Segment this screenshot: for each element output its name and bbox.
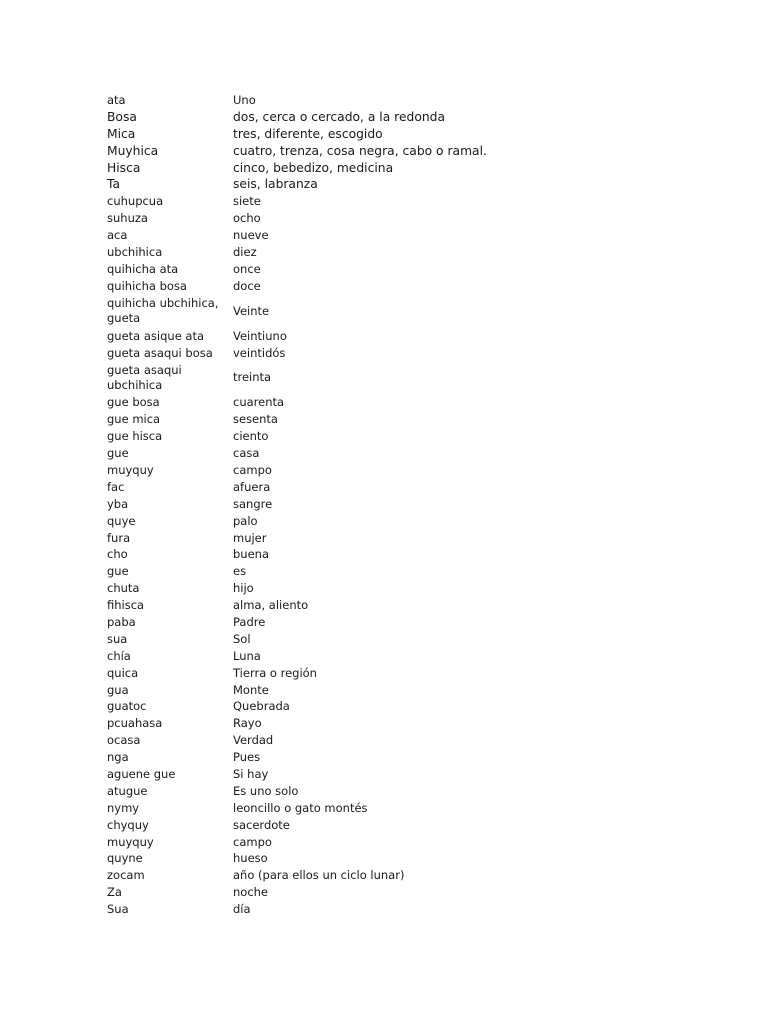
spanish-gloss: once [233, 261, 261, 276]
chibcha-term: chyquy [107, 817, 149, 832]
vocab-row [107, 193, 487, 210]
chibcha-term: Mica [107, 126, 136, 141]
vocab-row [107, 834, 487, 851]
spanish-gloss: dos, cerca o cercado, a la redonda [233, 109, 445, 124]
chibcha-term: gue [107, 564, 129, 579]
spanish-gloss: hueso [233, 851, 268, 866]
chibcha-term: quica [107, 665, 139, 680]
spanish-gloss: ocho [233, 211, 261, 226]
chibcha-term: yba [107, 496, 129, 511]
spanish-gloss: casa [233, 446, 260, 461]
chibcha-term: pcuahasa [107, 716, 163, 731]
vocab-row [107, 160, 487, 177]
spanish-gloss: Si hay [233, 767, 269, 781]
spanish-gloss: Sol [233, 631, 251, 646]
vocab-row [107, 901, 487, 918]
spanish-gloss: noche [233, 885, 269, 900]
spanish-gloss: tres, diferente, escogido [233, 126, 383, 141]
vocab-row [107, 513, 487, 530]
vocab-row [107, 345, 487, 362]
spanish-gloss: alma, aliento [233, 598, 309, 613]
spanish-gloss: Padre [233, 614, 266, 629]
vocab-row [107, 328, 487, 345]
chibcha-term: gue mica [107, 412, 161, 427]
chibcha-term: quyne [107, 851, 143, 866]
spanish-gloss: Uno [233, 92, 256, 107]
vocab-row [107, 682, 487, 699]
chibcha-term: quihicha ubchihica, gueta [107, 296, 219, 326]
chibcha-term: fihisca [107, 598, 145, 613]
spanish-gloss: nueve [233, 228, 269, 243]
chibcha-term: sua [107, 631, 128, 646]
vocab-row [107, 126, 487, 143]
spanish-gloss: ciento [233, 429, 269, 444]
spanish-gloss: mujer [233, 530, 267, 545]
spanish-gloss: hijo [233, 581, 254, 596]
spanish-gloss: Veintiuno [233, 328, 287, 343]
vocab-row [107, 563, 487, 580]
spanish-gloss: es [233, 564, 247, 579]
chibcha-term: Sua [107, 902, 129, 917]
vocab-row [107, 817, 487, 834]
chibcha-term: zocam [107, 868, 145, 883]
vocab-row [107, 783, 487, 800]
chibcha-term: fura [107, 530, 131, 545]
chibcha-term: aguene gue [107, 767, 176, 781]
vocab-row [107, 597, 487, 614]
chibcha-term: aca [107, 228, 128, 243]
vocab-row [107, 614, 487, 631]
spanish-gloss: cinco, bebedizo, medicina [233, 160, 394, 175]
chibcha-term: gua [107, 682, 129, 697]
chibcha-term: ubchihica [107, 244, 163, 259]
vocab-row [107, 851, 487, 868]
vocab-row [107, 411, 487, 428]
vocab-row [107, 766, 487, 783]
spanish-gloss: afuera [233, 479, 271, 494]
vocab-row [107, 699, 487, 716]
vocab-row [107, 665, 487, 682]
spanish-gloss: leoncillo o gato montés [233, 800, 368, 815]
spanish-gloss: palo [233, 513, 258, 528]
spanish-gloss: sangre [233, 496, 273, 511]
spanish-gloss: año (para ellos un ciclo lunar) [233, 868, 405, 883]
chibcha-term: quihicha bosa [107, 278, 187, 293]
spanish-gloss: doce [233, 278, 261, 293]
spanish-gloss: día [233, 902, 251, 917]
chibcha-term: chuta [107, 581, 140, 596]
spanish-gloss: Luna [233, 648, 261, 663]
vocab-row [107, 732, 487, 749]
vocab-row [107, 867, 487, 884]
vocab-row [107, 295, 487, 328]
chibcha-term: gue bosa [107, 395, 160, 410]
vocab-row [107, 227, 487, 244]
spanish-gloss: sacerdote [233, 817, 290, 832]
chibcha-term: Bosa [107, 109, 137, 124]
chibcha-term: gueta asique ata [107, 328, 205, 343]
chibcha-term: gue hisca [107, 429, 163, 444]
vocabulary-table [107, 92, 487, 918]
chibcha-term: gue [107, 446, 129, 461]
chibcha-term: paba [107, 614, 136, 629]
spanish-gloss: Tierra o región [233, 665, 317, 680]
vocab-row [107, 244, 487, 261]
vocab-row [107, 445, 487, 462]
spanish-gloss: Pues [233, 750, 261, 765]
vocab-row [107, 530, 487, 547]
spanish-gloss: Monte [233, 682, 269, 697]
spanish-gloss: Es uno solo [233, 783, 299, 798]
chibcha-term: Za [107, 885, 122, 900]
chibcha-term: gueta asaqui bosa [107, 345, 213, 360]
vocab-row [107, 261, 487, 278]
vocab-row [107, 496, 487, 513]
chibcha-term: guatoc [107, 699, 147, 714]
chibcha-term: fac [107, 479, 125, 494]
spanish-gloss: Rayo [233, 716, 262, 731]
spanish-gloss: seis, labranza [233, 177, 318, 192]
vocab-row [107, 884, 487, 901]
chibcha-term: muyquy [107, 462, 154, 477]
spanish-gloss: Quebrada [233, 699, 290, 714]
vocab-row [107, 648, 487, 665]
vocab-row [107, 800, 487, 817]
spanish-gloss: Verdad [233, 733, 274, 748]
vocab-row [107, 546, 487, 563]
spanish-gloss: buena [233, 547, 269, 562]
spanish-gloss: sesenta [233, 412, 278, 427]
vocab-row [107, 428, 487, 445]
spanish-gloss: siete [233, 194, 261, 209]
vocab-row [107, 394, 487, 411]
vocab-row [107, 631, 487, 648]
chibcha-term: muyquy [107, 834, 154, 849]
chibcha-term: cho [107, 547, 128, 562]
spanish-gloss: veintidós [233, 345, 286, 360]
spanish-gloss: cuatro, trenza, cosa negra, cabo o ramal. [233, 143, 487, 158]
vocab-row [107, 715, 487, 732]
spanish-gloss: campo [233, 834, 272, 849]
vocab-row [107, 479, 487, 496]
vocab-row [107, 109, 487, 126]
vocab-row [107, 143, 487, 160]
chibcha-term: ocasa [107, 733, 141, 748]
chibcha-term: quihicha ata [107, 261, 179, 276]
chibcha-term: atugue [107, 783, 148, 798]
spanish-gloss: diez [233, 244, 257, 259]
chibcha-term: suhuza [107, 211, 148, 226]
spanish-gloss: cuarenta [233, 395, 285, 410]
vocab-row [107, 749, 487, 766]
chibcha-term: cuhupcua [107, 194, 164, 209]
chibcha-term: Hisca [107, 160, 141, 175]
vocab-row [107, 462, 487, 479]
vocab-row [107, 176, 487, 193]
vocab-row [107, 210, 487, 227]
spanish-gloss: treinta [233, 370, 272, 385]
spanish-gloss: campo [233, 462, 272, 477]
chibcha-term: chía [107, 648, 131, 663]
chibcha-term: quye [107, 513, 136, 528]
spanish-gloss: Veinte [233, 303, 270, 318]
vocab-row [107, 92, 487, 109]
vocab-row [107, 361, 487, 394]
vocab-row [107, 580, 487, 597]
chibcha-term: Ta [107, 177, 121, 192]
chibcha-term: nga [107, 750, 129, 765]
vocab-row [107, 278, 487, 295]
chibcha-term: gueta asaqui ubchihica [107, 362, 182, 392]
chibcha-term: ata [107, 92, 126, 107]
chibcha-term: nymy [107, 800, 140, 815]
chibcha-term: Muyhica [107, 143, 159, 158]
